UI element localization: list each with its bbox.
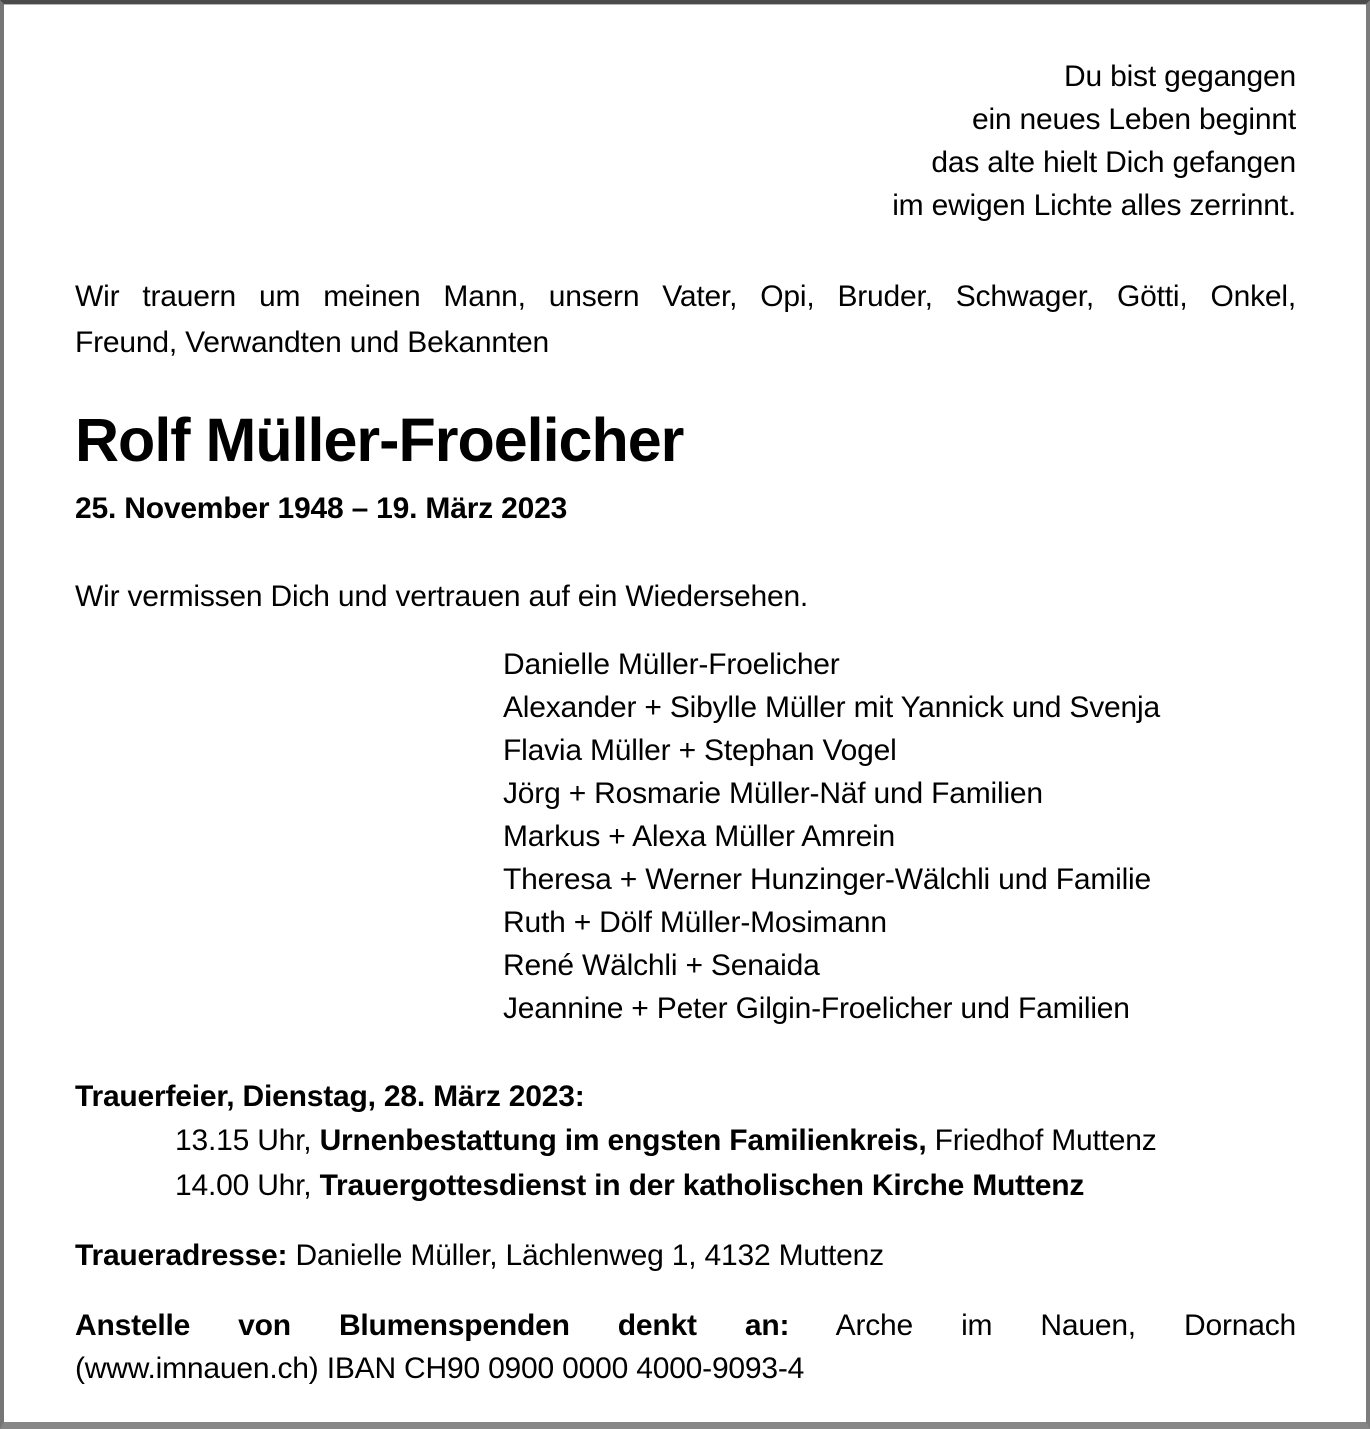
mourner-name: Danielle Müller-Froelicher [503, 648, 840, 681]
poem-line-1: Du bist gegangen [1064, 60, 1296, 93]
memorial-poem [75, 55, 1296, 227]
mourner-name: Flavia Müller + Stephan Vogel [503, 734, 897, 767]
poem-line-4: im ewigen Lichte alles zerrinnt. [892, 189, 1296, 222]
farewell-text: Wir vermissen Dich und vertrauen auf ein Wiedersehen. [75, 580, 809, 613]
mourning-intro-line-2: Freund, Verwandten und Bekannten [75, 326, 549, 359]
mourning-intro [75, 274, 1296, 366]
mourning-address-value: Danielle Müller, Lächlenweg 1, 4132 Muttenz [295, 1239, 884, 1272]
funeral-service-heading: Trauerfeier, Dienstag, 28. März 2023: [75, 1080, 585, 1113]
funeral-event-time: 13.15 Uhr, [175, 1124, 320, 1157]
mourner-name: René Wälchli + Senaida [503, 949, 820, 982]
funeral-event-urn [75, 1118, 1296, 1163]
funeral-event-location: Friedhof Muttenz [934, 1124, 1157, 1157]
mourner-name: Theresa + Werner Hunzinger-Wälchli und Familie [503, 863, 1152, 896]
mourning-address [75, 1234, 1296, 1277]
mourner-name: Jörg + Rosmarie Müller-Näf und Familien [503, 777, 1043, 810]
donation-note [75, 1304, 1296, 1390]
deceased-name: Rolf Müller-Froelicher [75, 406, 684, 474]
mourner-name: Markus + Alexa Müller Amrein [503, 820, 896, 853]
donation-recipient: Arche im Nauen, Dornach [835, 1309, 1296, 1342]
funeral-event-time: 14.00 Uhr, [175, 1169, 320, 1202]
life-dates: 25. November 1948 – 19. März 2023 [75, 492, 568, 525]
poem-line-3: das alte hielt Dich gefangen [931, 146, 1296, 179]
mourner-name: Alexander + Sibylle Müller mit Yannick und Svenja [503, 691, 1160, 724]
mourning-intro-line-1: Wir trauern um meinen Mann, unsern Vater, Opi, Bruder, Schwager, Götti, Onkel, [75, 280, 1296, 313]
donation-label: Anstelle von Blumenspenden denkt an: [75, 1309, 790, 1342]
poem-line-2: ein neues Leben beginnt [971, 103, 1296, 136]
donation-iban-line: (www.imnauen.ch) IBAN CH90 0900 0000 4000-9093-4 [75, 1352, 805, 1385]
funeral-event-mass [75, 1163, 1296, 1208]
funeral-event-title: Urnenbestattung im engsten Familienkreis, [319, 1124, 935, 1157]
funeral-event-title: Trauergottesdienst in der katholischen Kirche Muttenz [319, 1169, 1085, 1202]
mourning-address-label: Traueradresse: [75, 1239, 296, 1272]
mourners-list [75, 643, 1296, 1030]
mourner-name: Jeannine + Peter Gilgin-Froelicher und Familien [503, 992, 1130, 1025]
mourner-name: Ruth + Dölf Müller-Mosimann [503, 906, 887, 939]
donation-line-1 [75, 1304, 1296, 1347]
